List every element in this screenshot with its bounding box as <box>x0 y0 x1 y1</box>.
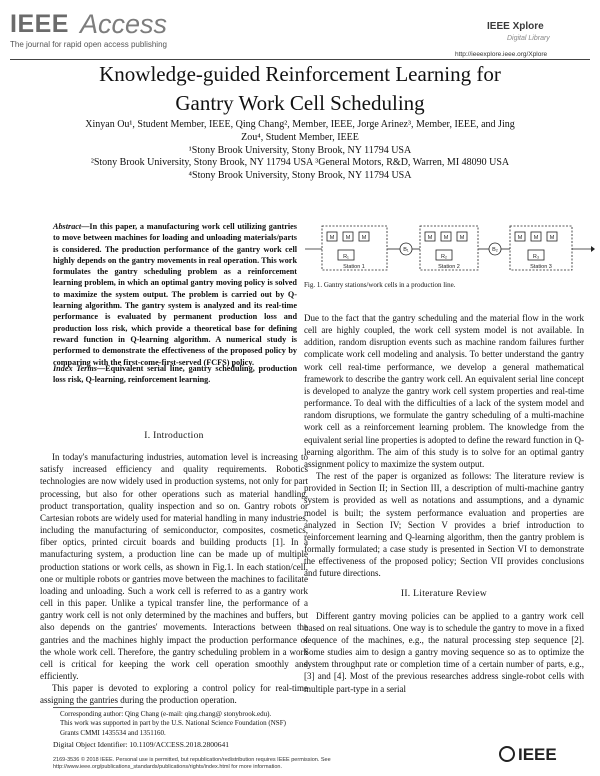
affiliation-1: ¹Stony Brook University, Stony Brook, NY 11794 USA <box>188 144 412 156</box>
right-paragraph-2: The rest of the paper is organized as follows: The literature review is provided in Section II; in Section III, a description of multi-machine gantry system is provided as well as notations and assumptions, and a dynamic model is built; the system performance evaluation and properties are analyzed in Section IV; Section V provides a brief introduction to reinforcement learning and Q-learning algorithm, then the gantry problem is formally formulated; a case study is presented in Section VI to demonstrate the effectiveness of the proposed policy; Section VII provides conclusions and future directions. <box>304 471 584 579</box>
title-line-1: Knowledge-guided Reinforcement Learning for <box>99 62 501 86</box>
affiliation-2: ²Stony Brook University, Stony Brook, NY 11794 USA ³General Motors, R&D, Warren, MI 48090 USA <box>90 157 510 169</box>
affiliation-4: ⁴Stony Brook University, Stony Brook, NY 11794 USA <box>188 170 412 182</box>
index-terms <box>53 363 297 386</box>
literature-paragraph-1: Different gantry moving policies can be applied to a gantry work cell based on real situations. One way is to schedule the gantry to move in a fixed sequence of the machines, e.g., the natural processing step sequence [2]. Some studies aim to design a gantry moving sequence so as to optimize the system throughput rate or completion time of a certain number of parts, e.g., [3] and [4]. Most of the previous researches address single-robot cells with multiple part-type in a serial <box>304 610 584 694</box>
ieee-globe-icon <box>499 746 515 762</box>
machine-label: M <box>533 235 539 241</box>
footnote-funding: This work was supported in part by the U.S. National Science Foundation (NSF) Grants CMMI 1435534 and 1351160. <box>60 719 286 737</box>
machine-label: M <box>459 235 465 241</box>
ieee-footer-logo: IEEE <box>518 745 557 764</box>
machine-label: M <box>517 235 523 241</box>
robot-label-r1: R₁ <box>343 254 349 260</box>
machine-label: M <box>361 235 367 241</box>
author-line-2: Zou⁴, Student Member, IEEE <box>241 131 359 143</box>
machine-label: M <box>443 235 449 241</box>
section-heading-introduction: I. Introduction <box>144 431 204 441</box>
intro-paragraph-1: In today's manufacturing industries, automation level is increasing to satisfy increased efficiency and quality requirements. Robotics technologies are now widely used in production systems, not only for part processing, but also for other operations such as material handling, product transportation, quality inspection and so on. Gantry robots or Cartesian robots are widely used for material handling in many industries, including the manufacturing of semiconductor, composites, cosmetics, fiber optics, printed circuit boards and building products [1]. In a manufacturing system, a production line can be made up of multiple production stations or work cells, as shown in Fig.1. In each station/cell, one or multiple robots or gantries move between the machines to facilitate loading and unloading. Such a work cell is referred to as a gantry work cell in this paper. Unlike a typical transfer line, the performance of a gantry work cell is not only determined by the machines and buffers, but also depends on the gantries' movements. Interactions between the gantries and the machines highly impact the production performance of the whole work cell. Therefore, the gantry scheduling problem in a work cell is critical for keeping the work cell operation smoothly and efficiently. <box>40 452 308 681</box>
flow-arrow-icon <box>591 246 595 252</box>
station-3-label: Station 3 <box>530 264 552 270</box>
index-terms-lead: Index Terms <box>53 364 97 373</box>
left-column <box>40 430 308 706</box>
title-line-2: Gantry Work Cell Scheduling <box>175 91 425 115</box>
buffer-label-b1: B₁ <box>403 247 409 253</box>
xplore-logo-text: IEEE Xplore <box>487 21 544 32</box>
footnote-corresponding: Corresponding author: Qing Chang (e-mail: qing.chang@ stonybrook.edu). <box>60 710 272 718</box>
station-2-label: Station 2 <box>438 264 460 270</box>
machine-label: M <box>427 235 433 241</box>
abstract <box>53 221 297 368</box>
robot-label-r3: R₃ <box>532 254 540 260</box>
robot-label-r2: R₂ <box>440 254 448 260</box>
index-terms-text: —Equivalent serial line, gantry scheduling, production loss risk, Q-learning, reinforcement learning. <box>53 364 297 385</box>
figure-1-diagram <box>305 224 595 276</box>
right-paragraph-1: Due to the fact that the gantry scheduling and the material flow in the work cell are highly coupled, the work cell system model is not available. In addition, random disruption events such as machine random failures further complicate work cell modeling and analysis. To better understand the gantry work cell real-time performance, we develop a general mathematical framework to describe the gantry work cell. An equivalent serial line concept is developed to analyze the gantry work cell system properties and real-time performance. To deal with the difficulties of a lack of the system model and random disruptions, we formulate the gantry scheduling of a multi-machine work cell as a reinforcement learning problem. The knowledge from the equivalent serial line properties is adopted to define the reward function in Q-learning algorithm. The aim of this study is to solve for an optimal gantry assignment policy to maximize the system output. <box>304 313 584 469</box>
buffer-label-b2: B₂ <box>492 247 498 253</box>
machine-label: M <box>549 235 555 241</box>
copyright-footer: 2169-3536 © 2018 IEEE. Personal use is permitted, but republication/redistribution requires IEEE permission. See http://www.ieee.org/publications_standards/publications/rights/index.html for more information. <box>53 757 331 770</box>
figure-1-caption: Fig. 1. Gantry stations/work cells in a production line. <box>304 281 456 289</box>
paper-title <box>40 60 560 118</box>
author-block <box>60 119 540 183</box>
journal-tagline: The journal for rapid open access publishing <box>10 40 167 49</box>
right-column <box>304 312 584 695</box>
author-line-1: Xinyan Ou¹, Student Member, IEEE, Qing Chang², Member, IEEE, Jorge Arinez³, Member, IEEE, and Jing <box>85 119 515 130</box>
access-logo-text: Access <box>80 9 168 39</box>
xplore-url[interactable]: http://ieeexplore.ieee.org/Xplore <box>455 51 548 58</box>
doi-line: Digital Object Identifier: 10.1109/ACCESS.2018.2800641 <box>53 740 229 749</box>
machine-label: M <box>329 235 335 241</box>
abstract-lead: Abstract <box>53 222 82 231</box>
footnote <box>60 710 300 738</box>
abstract-text: —In this paper, a manufacturing work cell utilizing gantries to move between machines for loading and unloading materials/parts is considered. The production performance of the gantry work cell highly depends on the gantry movements in real operation. This work formulates the gantry scheduling problem as a reinforcement learning problem, in which an optimal gantry moving policy is solved to maximize the system output. The problem is carried out by Q-learning algorithm. The gantry system is analyzed and its real-time performance is evaluated by permanent production loss and production loss risk, which provide a theoretical base for defining reward function in Q-learning algorithm. A numerical study is performed to demonstrate the effectiveness of the proposed policy by comparing with the first-come-first-served (FCFS) policy. <box>53 222 297 367</box>
xplore-subtitle: Digital Library <box>507 35 550 42</box>
footnote-rule <box>53 707 123 708</box>
intro-paragraph-2: This paper is devoted to exploring a control policy for real-time assigning the gantries during the production operation. <box>40 683 308 706</box>
machine-label: M <box>345 235 351 241</box>
section-heading-literature-review: II. Literature Review <box>400 589 488 600</box>
ieee-logo-text: IEEE <box>10 10 69 38</box>
station-1-label: Station 1 <box>343 264 365 270</box>
